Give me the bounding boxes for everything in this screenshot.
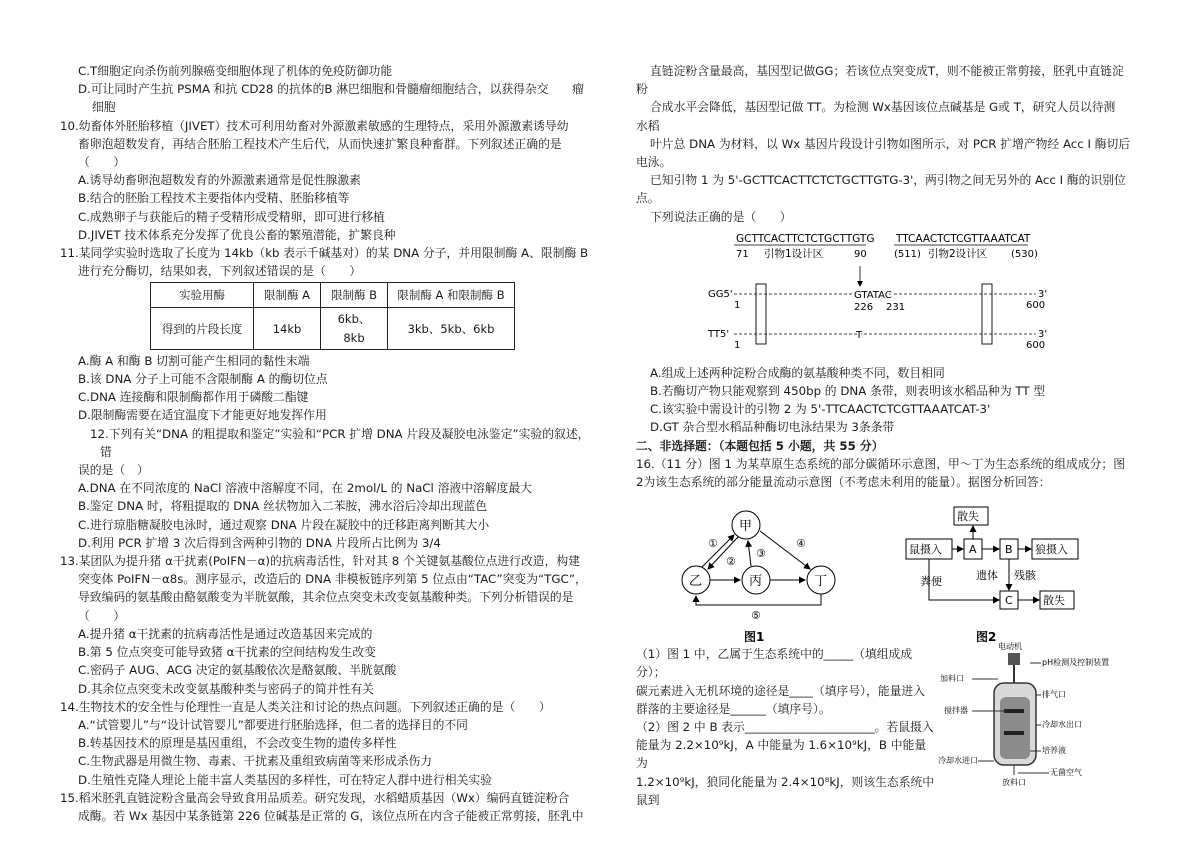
text-line: 下列说法正确的是（ ） bbox=[650, 209, 792, 224]
option: D.限制酶需要在适宜温度下才能更好地发挥作用 bbox=[78, 408, 327, 423]
box-b-label: B bbox=[1005, 543, 1013, 557]
text-line: 错 bbox=[100, 444, 112, 459]
text-line: C.T细胞定向杀伤前列腺癌变细胞体现了机体的免疫防御功能 bbox=[78, 64, 393, 78]
option: C.该实验中需设计的引物 2 为 5'-TTCAACTCTCGTTAAATCAT-3' bbox=[650, 402, 991, 417]
option: C.密码子 AUG、ACG 决定的氨基酸依次是酪氨酸、半胱氨酸 bbox=[78, 663, 397, 678]
table-cell: 实验用酶 bbox=[151, 283, 254, 308]
option: A.“试管婴儿”与“设计试管婴儿”都要进行胚胎选择，但二者的选择目的不同 bbox=[78, 717, 468, 732]
box-sanshi2-label: 散失 bbox=[1043, 594, 1065, 608]
primer1-box bbox=[756, 284, 766, 344]
tank-inner bbox=[1000, 697, 1030, 759]
fermenter-diagram bbox=[938, 639, 1128, 787]
text-line: 直链淀粉含量最高，基因型记做GG；若该位点突变成T，则不能被正常剪接，胚乳中直链淀 bbox=[650, 64, 1124, 78]
tt-site: T bbox=[856, 329, 863, 341]
text-line: 2为该生态系统的部分能量流动示意图（不考虑未利用的能量）。据图分析回答： bbox=[636, 475, 1051, 490]
table-cell: 得到的片段长度 bbox=[151, 308, 254, 349]
option: D.GT 杂合型水稻品种酶切电泳结果为 3条条带 bbox=[650, 420, 895, 435]
box-lang-label: 狼摄入 bbox=[1035, 543, 1068, 557]
text-line: 点。 bbox=[636, 191, 660, 206]
tt-one: 1 bbox=[734, 339, 741, 351]
question-12: 12.下列有关“DNA 的粗提取和鉴定”实验和“PCR 扩增 DNA 片段及凝胶电泳鉴定”实验的叙述， bbox=[90, 426, 590, 441]
lbl-stirrer: 搅拌器 bbox=[944, 706, 968, 716]
text-line: 电泳。 bbox=[636, 155, 672, 170]
question-15: 15.稻米胚乳直链淀粉含量高会导致食用品质差。研究发现，水稻蜡质基因（Wx）编码直链淀粉合 bbox=[60, 790, 570, 805]
primer2-box bbox=[982, 284, 992, 344]
text-line: D.可让同时产生抗 PSMA 和抗 CD28 的抗体的B 淋巴细胞和骨髓瘤细胞结合，以获得杂交 瘤 bbox=[78, 82, 584, 97]
box-a-label: A bbox=[969, 543, 977, 557]
option: B.鉴定 DNA 时，将粗提取的 DNA 丝状物加入二苯胺，沸水浴后冷却出现蓝色 bbox=[78, 499, 488, 514]
gg-six: 600 bbox=[1026, 299, 1046, 311]
arrow-3 bbox=[748, 541, 751, 566]
text-line: 成酶。若 Wx 基因中某条链第 226 位碱基是正常的 G，该位点所在内含子能被正常剪接，胚乳中 bbox=[78, 808, 584, 823]
option: C.DNA 连接酶和限制酶都作用于磷酸二酯键 bbox=[78, 390, 309, 405]
tt-label: TT5' bbox=[708, 328, 730, 340]
region2-label: 引物2设计区 bbox=[928, 247, 988, 260]
fig2-caption: 图2 bbox=[976, 630, 997, 645]
left-column bbox=[60, 62, 598, 825]
text-line: 粉 bbox=[636, 82, 648, 97]
label-canhai: 残骸 bbox=[1014, 569, 1036, 583]
lbl-outlet: 放料口 bbox=[1002, 778, 1026, 788]
gg-site: GTATAC bbox=[854, 289, 892, 301]
num-4: ④ bbox=[796, 537, 806, 551]
text-line: 碳元素进入无机环境的途径是____（填序号），能量进入 bbox=[636, 683, 926, 698]
option: D.其余位点突变未改变氨基酸种类与密码子的简并性有关 bbox=[78, 681, 374, 696]
gg-one: 1 bbox=[734, 299, 741, 311]
option: C.成熟卵子与获能后的精子受精形成受精卵，即可进行移植 bbox=[78, 209, 385, 224]
option: B.若酶切产物只能观察到 450bp 的 DNA 条带，则表明该水稻品种为 TT 型 bbox=[650, 384, 1046, 399]
table-cell: 3kb、5kb、6kb bbox=[388, 308, 515, 349]
option: A.DNA 在不同浓度的 NaCl 溶液中溶解度不同，在 2mol/L 的 NaCl 溶液中溶解度最大 bbox=[78, 481, 532, 496]
question-10: 10.幼畜体外胚胎移植（JIVET）技术可利用幼畜对外源激素敏感的生理特点，采用外源激素诱导幼 bbox=[60, 118, 569, 133]
text-line: 1.2×10⁹kJ，狼同化能量为 2.4×10⁸kJ，则该生态系统中鼠到 bbox=[636, 774, 935, 807]
text-line: 畜卵泡超数发育，再结合胚胎工程技术产生后代，从而快速扩繁良种畜群。下列叙述正确的是（ ） bbox=[78, 136, 562, 170]
question-11: 11.某同学实验时选取了长度为 14kb（kb 表示千碱基对）的某 DNA 分子，并用限制酶 A、限制酶 B bbox=[60, 246, 589, 261]
question-13: 13.某团队为提升猪 α干扰素(PoIFN－α)的抗病毒活性，针对其 8 个关键氨基酸位点进行改造，构建 bbox=[60, 554, 580, 569]
text-line: 能量为 2.2×10⁹kJ，A 中能量为 1.6×10⁹kJ，B 中能量为 bbox=[636, 738, 927, 771]
figures-16 bbox=[636, 495, 1136, 645]
fig1-caption: 图1 bbox=[744, 630, 765, 645]
seq1-text: GCTTCACTTCTCTGCTTGTG bbox=[736, 232, 875, 245]
motor-icon bbox=[1008, 653, 1020, 665]
box-shu-label: 鼠摄入 bbox=[909, 543, 942, 557]
num-2: ② bbox=[726, 555, 736, 569]
lbl-cool-in: 冷却水进口 bbox=[938, 756, 978, 766]
pos-226: 226 bbox=[854, 301, 874, 313]
seq1-start: 71 bbox=[736, 248, 749, 260]
gg-end: 3' bbox=[1038, 288, 1048, 300]
option: C.进行琼脂糖凝胶电泳时，通过观察 DNA 片段在凝胶中的迁移距离判断其大小 bbox=[78, 517, 490, 532]
text-line: 群落的主要途径是______（填序号）。 bbox=[636, 701, 831, 716]
label-yiti: 遗体 bbox=[976, 569, 998, 583]
table-row bbox=[151, 308, 515, 349]
text-line: 导致编码的氨基酸由酪氨酸变为半胱氨酸，其余位点突变未改变氨基酸种类。下列分析错误的是（ ） bbox=[78, 590, 574, 623]
table-cell: 限制酶 A bbox=[254, 283, 321, 308]
lbl-ph: pH检测及控制装置 bbox=[1042, 658, 1110, 668]
num-1: ① bbox=[708, 537, 718, 551]
pos-231: 231 bbox=[886, 301, 906, 313]
option: B.转基因技术的原理是基因重组，不会改变生物的遗传多样性 bbox=[78, 736, 397, 751]
gene-primer-diagram bbox=[706, 230, 1066, 360]
text-line: （2）图 2 中 B 表示______________________。若鼠摄入 bbox=[636, 720, 934, 735]
option: A.组成上述两种淀粉合成酶的氨基酸种类不同，数目相同 bbox=[650, 365, 945, 380]
seq2-text: TTCAACTCTCGTTAAATCAT bbox=[896, 232, 1031, 245]
option: C.生物武器是用微生物、毒素、干扰素及重组致病菌等来形成杀伤力 bbox=[78, 754, 433, 769]
cut-arrowhead bbox=[857, 281, 863, 287]
option: D.生殖性克隆人理论上能丰富人类基因的多样性，可在特定人群中进行相关实验 bbox=[78, 772, 492, 787]
text-line: 进行充分酶切，结果如表，下列叙述错误的是（ ） bbox=[78, 264, 362, 279]
table-cell: 限制酶 A 和限制酶 B bbox=[388, 283, 515, 308]
arrow-5 bbox=[696, 594, 821, 605]
lbl-exhaust: 排气口 bbox=[1042, 690, 1066, 700]
option: B.该 DNA 分子上可能不含限制酶 A 的酶切位点 bbox=[78, 372, 328, 387]
option: A.诱导幼畜卵泡超数发育的外源激素通常是促性腺激素 bbox=[78, 173, 361, 188]
text-line: 突变体 PoIFN－α8s。测序显示，改造后的 DNA 非模板链序列第 5 位点由“TAC”突变为“TGC”， bbox=[78, 572, 587, 587]
seq1-end: 90 bbox=[854, 248, 867, 260]
node-yi-label: 乙 bbox=[689, 574, 703, 590]
table-cell: 6kb、8kb bbox=[321, 308, 388, 349]
num-5: ⑤ bbox=[751, 609, 761, 623]
text-line: 水稻 bbox=[636, 118, 660, 133]
blade-1 bbox=[1004, 709, 1024, 713]
gg-label: GG5' bbox=[708, 288, 733, 300]
text-line: 已知引物 1 为 5'-GCTTCACTTCTCTGCTTGTG-3'，两引物之间无另外的 Acc I 酶的识别位 bbox=[650, 173, 1126, 188]
tt-six: 600 bbox=[1026, 339, 1046, 351]
question-16: 16.（11 分）图 1 为某草原生态系统的部分碳循环示意图，甲～丁为生态系统的组成成分；图 bbox=[636, 456, 1126, 471]
node-jia-label: 甲 bbox=[739, 519, 753, 535]
tt-end: 3' bbox=[1038, 328, 1048, 340]
lbl-air: 无菌空气 bbox=[1050, 768, 1082, 778]
label-fenbian: 粪便 bbox=[920, 575, 942, 589]
region1-label: 引物1设计区 bbox=[764, 247, 824, 260]
node-bing-label: 丙 bbox=[749, 574, 763, 590]
seq2-end: (530) bbox=[1011, 248, 1038, 260]
option: A.提升猪 α干扰素的抗病毒活性是通过改造基因来完成的 bbox=[78, 626, 373, 641]
lbl-feed: 加料口 bbox=[940, 674, 964, 684]
blade-2 bbox=[1004, 731, 1024, 735]
text-line: 合成水平会降低，基因型记做 TT。为检测 Wx基因该位点碱基是 G或 T，研究人员以待测 bbox=[650, 100, 1116, 115]
text-line: 误的是（ ） bbox=[78, 463, 149, 478]
lbl-cool-out: 冷却水出口 bbox=[1042, 720, 1082, 730]
option: D.利用 PCR 扩增 3 次后得到含两种引物的 DNA 片段所占比例为 3/4 bbox=[78, 535, 441, 550]
table-cell: 限制酶 B bbox=[321, 283, 388, 308]
option: B.第 5 位点突变可能导致猪 α干扰素的空间结构发生改变 bbox=[78, 645, 376, 660]
question-14: 14.生物技术的安全性与伦理性一直是人类关注和讨论的热点问题。下列叙述正确的是（ ） bbox=[60, 699, 551, 714]
section-heading: 二、非选择题：（本题包括 5 小题，共 55 分） bbox=[636, 438, 884, 453]
text-line: （1）图 1 中，乙属于生态系统中的_____（填组成成分）； bbox=[636, 647, 913, 680]
box-sanshi1-label: 散失 bbox=[957, 510, 979, 524]
table-row bbox=[151, 283, 515, 308]
q16-text bbox=[636, 645, 936, 809]
text-line: 叶片总 DNA 为材料，以 Wx 基因片段设计引物如图所示，对 PCR 扩增产物经 Acc I 酶切后 bbox=[650, 136, 1131, 151]
enzyme-table bbox=[150, 282, 515, 349]
option: A.酶 A 和酶 B 切割可能产生相同的黏性末端 bbox=[78, 353, 310, 368]
node-ding-label: 丁 bbox=[814, 574, 828, 590]
seq2-start: (511) bbox=[894, 248, 921, 260]
num-3: ③ bbox=[756, 547, 766, 561]
option: D.JIVET 技术体系充分发挥了优良公畜的繁殖潜能，扩繁良种 bbox=[78, 227, 396, 242]
lbl-medium: 培养液 bbox=[1042, 746, 1066, 756]
box-c-label: C bbox=[1005, 594, 1013, 608]
q16-body bbox=[636, 642, 1136, 809]
text-line: 细胞 bbox=[92, 100, 116, 115]
lbl-motor: 电动机 bbox=[998, 642, 1022, 652]
right-column bbox=[636, 62, 1136, 809]
table-cell: 14kb bbox=[254, 308, 321, 349]
option: B.结合的胚胎工程技术主要指体内受精、胚胎移植等 bbox=[78, 191, 350, 206]
